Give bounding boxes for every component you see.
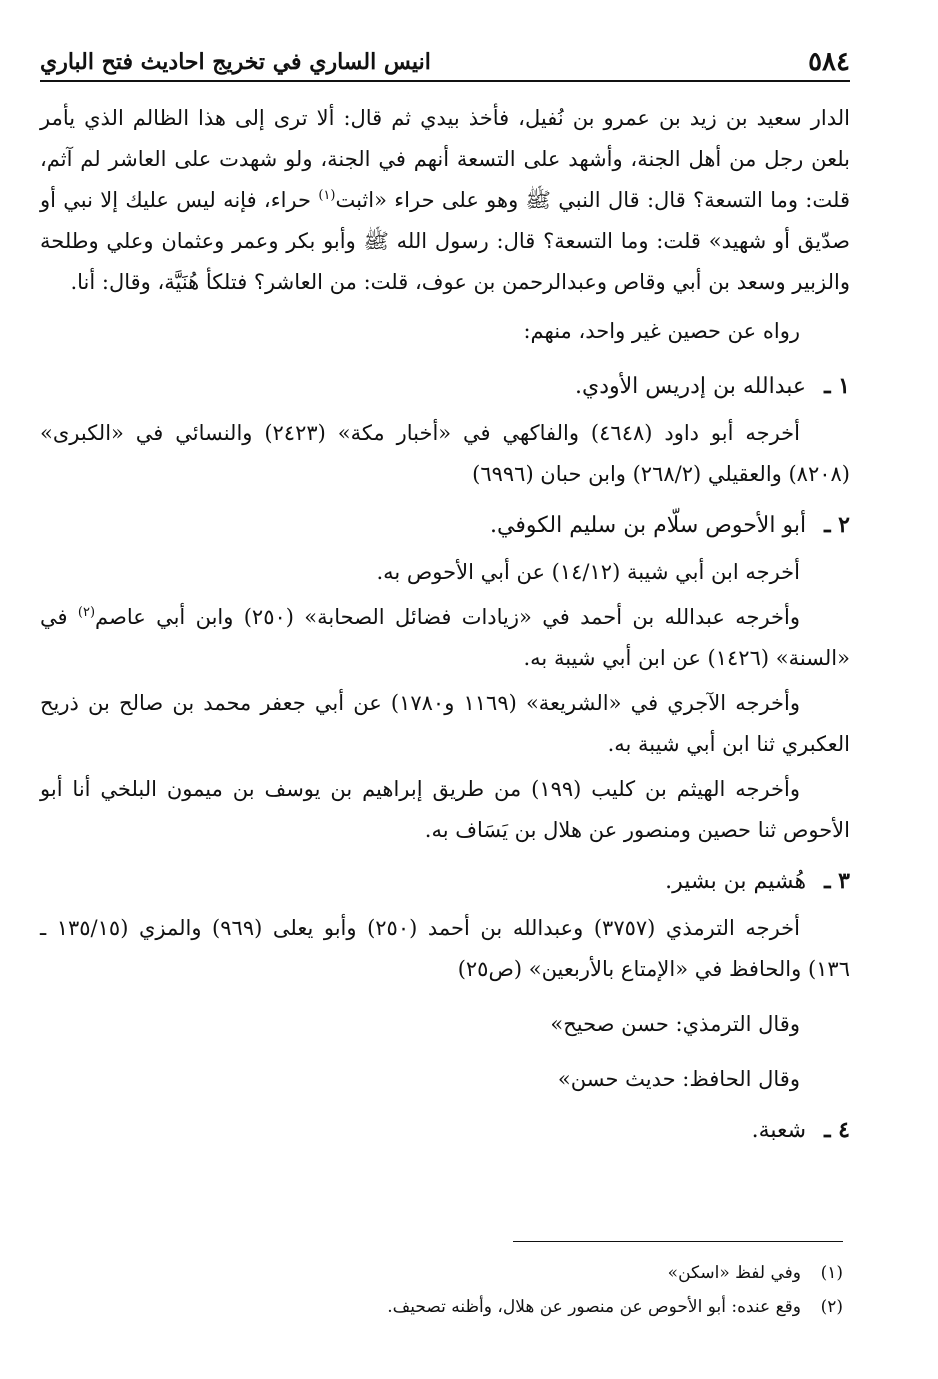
source-text: في «السنة» (١٤٢٦) عن ابن أبي شيبة به.	[40, 605, 850, 670]
source-paragraph: وأخرجه الهيثم بن كليب (١٩٩) من طريق إبراهيم بن يوسف بن ميمون البلخي أنا أبو الأحوص ثنا حصين ومنصور عن هلال بن يَسَاف به.	[40, 777, 850, 842]
source-paragraph	[40, 597, 850, 679]
item-number: ١ ـ	[824, 373, 850, 399]
narrator-name: عبدالله بن إدريس الأودي.	[575, 374, 807, 399]
narrator-name: هُشيم بن بشير.	[665, 869, 807, 894]
intro-line: رواه عن حصين غير واحد، منهم:	[523, 319, 800, 343]
footnote-ref-1: (١)	[318, 188, 336, 203]
quote-line: وقال الترمذي: حسن صحيح»	[550, 1012, 800, 1036]
footnote-divider	[513, 1241, 843, 1242]
source-paragraph: أخرجه ابن أبي شيبة (١٤/١٢) عن أبي الأحوص به.	[376, 560, 800, 584]
opening-text-part2: حراء، فإنه ليس عليك إلا نبي أو صدّيق أو شهيد» قلت: وما التسعة؟ قال: رسول الله ﷺ وأبو بكر وعمر وعثمان وعلي وطلحة والزبير وسعد بن أبي وقاص وعبدالرحمن بن عوف، قلت: من العاشر؟ فتلكأ هُنَيَّة، وقال: أنا.	[40, 188, 850, 294]
footnote-text: وقع عنده: أبو الأحوص عن منصور عن هلال، وأظنه تصحيف.	[387, 1297, 801, 1317]
opening-text-part1: الدار سعيد بن زيد بن عمرو بن نُفيل، فأخذ بيدي ثم قال: ألا ترى إلى هذا الظالم الذي يأمر بلعن رجل من أهل الجنة، وأشهد على التسعة أنهم في الجنة، ولو شهدت على العاشر لم آثم، قلت: وما التسعة؟ قال: قال النبي ﷺ وهو على حراء «اثبت	[40, 106, 850, 212]
opening-paragraph	[40, 98, 850, 303]
page-body	[40, 98, 850, 1157]
item-number: ٢ ـ	[824, 512, 850, 538]
footnotes	[40, 1256, 843, 1324]
page-number: ٥٨٤	[808, 47, 850, 77]
source-paragraph: أخرجه الترمذي (٣٧٥٧) وعبدالله بن أحمد (٢٥٠) وأبو يعلى (٩٦٩) والمزي (١٣٥/١٥ ـ ١٣٦) والحافظ في «الإمتاع بالأربعين» (ص٢٥)	[40, 916, 850, 981]
page-header	[40, 40, 850, 82]
footnote-text: وفي لفظ «اسكن»	[667, 1263, 801, 1283]
narrator-name: شعبة.	[751, 1118, 807, 1143]
footnote-2	[40, 1290, 843, 1324]
quote-line: وقال الحافظ: حديث حسن»	[557, 1067, 800, 1091]
narrator-item-1	[40, 366, 850, 407]
item-number: ٤ ـ	[824, 1117, 850, 1143]
source-text: وأخرجه عبدالله بن أحمد في «زيادات فضائل الصحابة» (٢٥٠) وابن أبي عاصم	[95, 605, 800, 629]
footnote-mark: (٢)	[820, 1297, 843, 1317]
source-paragraph: وأخرجه الآجري في «الشريعة» (١١٦٩ و١٧٨٠) عن أبي جعفر محمد بن صالح بن ذريح العكبري ثنا ابن أبي شيبة به.	[40, 691, 850, 756]
running-title: انيس الساري في تخريج احاديث فتح الباري	[40, 49, 431, 75]
footnote-ref-2: (٢)	[77, 605, 96, 620]
source-paragraph: أخرجه أبو داود (٤٦٤٨) والفاكهي في «أخبار مكة» (٢٤٢٣) والنسائي في «الكبرى» (٨٢٠٨) والعقيلي (٢٦٨/٢) وابن حبان (٦٩٩٦)	[40, 421, 850, 486]
narrator-item-2	[40, 505, 850, 546]
narrator-item-3	[40, 861, 850, 902]
footnote-1	[40, 1256, 843, 1290]
footnote-mark: (١)	[820, 1263, 843, 1283]
item-number: ٣ ـ	[824, 868, 850, 894]
narrator-item-4	[40, 1110, 850, 1151]
narrator-name: أبو الأحوص سلّام بن سليم الكوفي.	[490, 513, 807, 538]
